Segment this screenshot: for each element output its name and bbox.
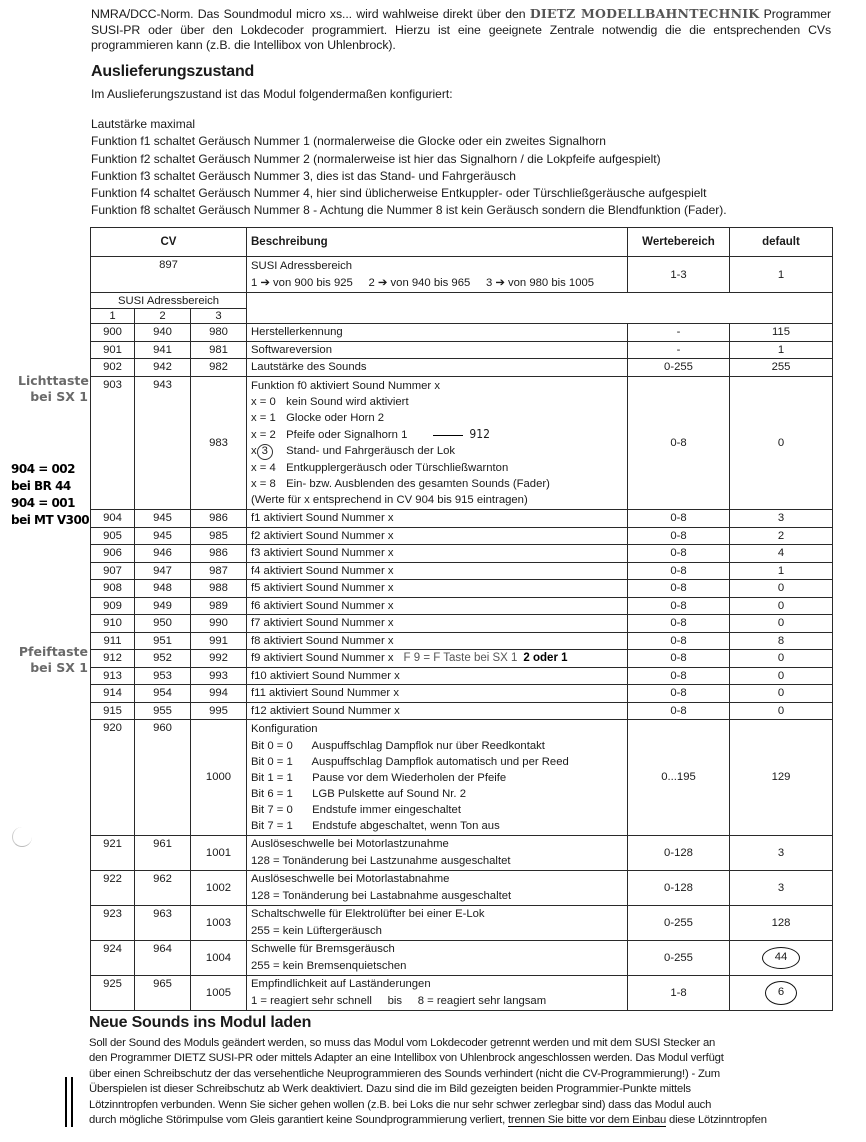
range: 0-8 — [628, 597, 730, 615]
x-key: x = 4 — [251, 462, 276, 474]
range: 0-128 — [628, 870, 730, 905]
bit-key: Bit 1 = 1 — [251, 771, 293, 784]
default-value: 1 — [730, 562, 833, 580]
brand-name: DIETZ MODELLBAHNTECHNIK — [529, 6, 760, 21]
description: f4 aktiviert Sound Nummer x — [247, 562, 628, 580]
x-key: x = 2 — [251, 429, 276, 441]
bit-value: Auspuffschlag Dampflok automatisch und per Reed — [311, 755, 569, 768]
table-row — [91, 324, 833, 342]
desc-line-2: 128 = Tonänderung bei Lastzunahme ausgeschaltet — [251, 854, 511, 867]
table-row — [91, 975, 833, 1010]
cv-c: 991 — [191, 632, 247, 650]
annotation-912: 912 — [469, 427, 490, 441]
paragraph-line: Soll der Sound des Moduls geändert werden, so muss das Modul vom Lokdecoder getrennt werden und mit dem SUSI Stecker an — [89, 1037, 716, 1049]
cv-a: 903 — [91, 376, 135, 510]
desc-line-1: Empfindlichkeit auf Laständerungen — [251, 978, 431, 990]
cv-a: 922 — [91, 870, 135, 905]
side-note-lichttaste — [18, 373, 88, 405]
side-note-line: 904 = 002 — [11, 462, 76, 476]
side-note-line: Lichttaste — [18, 373, 89, 388]
f9-annotation: F 9 = F Taste bei SX 1 — [403, 652, 518, 665]
bit-key: Bit 7 = 0 — [251, 803, 293, 816]
susi-col-1: 1 — [91, 309, 135, 324]
cv-a: 907 — [91, 562, 135, 580]
range: 0-8 — [628, 562, 730, 580]
cv-a: 901 — [91, 341, 135, 359]
side-note-line: Pfeiftaste — [18, 644, 88, 659]
range: 0-8 — [628, 580, 730, 598]
cv-b: 954 — [135, 685, 191, 703]
cv-b: 945 — [135, 510, 191, 528]
cv-a: 923 — [91, 905, 135, 940]
cv-a: 911 — [91, 632, 135, 650]
range: 0-8 — [628, 376, 730, 510]
default-value: 0 — [730, 685, 833, 703]
description — [247, 905, 628, 940]
default-value: 1 — [730, 341, 833, 359]
header-description: Beschreibung — [247, 228, 628, 257]
description: f10 aktiviert Sound Nummer x — [247, 667, 628, 685]
description: Lautstärke des Sounds — [247, 359, 628, 377]
bit-key: Bit 0 = 0 — [251, 739, 293, 752]
cv-c: 992 — [191, 650, 247, 668]
side-note-line: 904 = 001 — [11, 496, 76, 510]
description: f12 aktiviert Sound Nummer x — [247, 702, 628, 720]
range: 0-8 — [628, 545, 730, 563]
margin-bar — [65, 1077, 67, 1127]
table-row-912 — [91, 650, 833, 668]
table-row — [91, 359, 833, 377]
x-value: Glocke oder Horn 2 — [286, 412, 385, 424]
default-value: 0 — [730, 702, 833, 720]
cv-b: 941 — [135, 341, 191, 359]
paragraph-line — [89, 1113, 839, 1128]
susi-col-2: 2 — [135, 309, 191, 324]
table-row — [91, 940, 833, 975]
cv-c: 1003 — [191, 905, 247, 940]
cv-b: 949 — [135, 597, 191, 615]
range: 0...195 — [628, 720, 730, 836]
table-row — [91, 685, 833, 703]
x-key: x = 1 — [251, 412, 276, 424]
description: f6 aktiviert Sound Nummer x — [247, 597, 628, 615]
range: 0-8 — [628, 632, 730, 650]
cv-b: 948 — [135, 580, 191, 598]
cv-b: 943 — [135, 376, 191, 510]
desc-line-1: Auslöseschwelle bei Motorlastzunahme — [251, 838, 449, 850]
desc-903 — [247, 376, 628, 510]
table-row — [91, 632, 833, 650]
cv-c: 987 — [191, 562, 247, 580]
range: 0-8 — [628, 527, 730, 545]
side-note-br44 — [11, 461, 89, 529]
range: 0-128 — [628, 835, 730, 870]
default-value: 0 — [730, 615, 833, 633]
cv-b: 946 — [135, 545, 191, 563]
cv-c: 1005 — [191, 975, 247, 1010]
cv-a: 920 — [91, 720, 135, 836]
cv-b: 947 — [135, 562, 191, 580]
description: Softwareversion — [247, 341, 628, 359]
default-item: Funktion f8 schaltet Geräusch Nummer 8 - Achtung die Nummer 8 ist kein Geräusch sondern die Blendfunktion (Fader). — [91, 203, 727, 218]
range: 0-8 — [628, 685, 730, 703]
header-cv: CV — [91, 228, 247, 257]
cv-c: 983 — [191, 376, 247, 510]
description — [247, 870, 628, 905]
cv-c: 993 — [191, 667, 247, 685]
default-value: 0 — [730, 376, 833, 510]
section2-paragraph — [89, 1036, 839, 1128]
paragraph-line: Lötzinntropfen verbunden. Wenn Sie sicher gehen wollen (z.B. bei Loks die nur sehr schwer zerlegbar sind) dass das Modul auch — [89, 1098, 712, 1111]
default-config-list — [91, 116, 727, 220]
description: f11 aktiviert Sound Nummer x — [247, 685, 628, 703]
default-value: 8 — [730, 632, 833, 650]
cv-a: 925 — [91, 975, 135, 1010]
bit-key: Bit 6 = 1 — [251, 787, 293, 800]
cv-c: 1000 — [191, 720, 247, 836]
cv-a: 915 — [91, 702, 135, 720]
table-row — [91, 510, 833, 528]
cv-c: 988 — [191, 580, 247, 598]
description-text: f9 aktiviert Sound Nummer x — [251, 652, 394, 665]
description — [247, 835, 628, 870]
intro-text-before: NMRA/DCC-Norm. Das Soundmodul micro xs... wird wahlweise direkt über den — [91, 7, 530, 21]
susi-label: SUSI Adressbereich — [91, 293, 247, 309]
cv-c: 989 — [191, 597, 247, 615]
bit-value: Endstufe immer eingeschaltet — [312, 803, 461, 816]
susi-label-row — [91, 293, 833, 309]
default-value: 3 — [730, 510, 833, 528]
default-item: Lautstärke maximal — [91, 117, 196, 131]
cv-b: 951 — [135, 632, 191, 650]
default-item: Funktion f4 schaltet Geräusch Nummer 4, hier sind üblicherweise Entkuppler- oder Türschließgeräusche aufgespielt — [91, 186, 707, 201]
header-range: Wertebereich — [628, 228, 730, 257]
desc-footer: (Werte für x entsprechend in CV 904 bis 915 eintragen) — [251, 494, 528, 506]
cv-c: 980 — [191, 324, 247, 342]
cv-c: 985 — [191, 527, 247, 545]
cv-a: 912 — [91, 650, 135, 668]
desc-line-2: 255 = kein Bremsenquietschen — [251, 959, 407, 972]
x-value: Pfeife oder Signalhorn 1 — [286, 429, 408, 441]
range: - — [628, 324, 730, 342]
description: f8 aktiviert Sound Nummer x — [247, 632, 628, 650]
side-note-line: bei SX 1 — [30, 389, 88, 404]
desc-920 — [247, 720, 628, 836]
table-row — [91, 562, 833, 580]
x-value: Stand- und Fahrgeräusch der Lok — [286, 445, 456, 457]
cv-a: 900 — [91, 324, 135, 342]
cv-c: 982 — [191, 359, 247, 377]
table-row — [91, 527, 833, 545]
f9-annotation-2: 2 oder 1 — [523, 652, 568, 665]
margin-bar — [71, 1077, 73, 1127]
desc-line-2: 1 = reagiert sehr schnell bis 8 = reagiert sehr langsam — [251, 994, 547, 1007]
susi-col-3: 3 — [191, 309, 247, 324]
default-value: 4 — [730, 545, 833, 563]
handwritten-circle: 6 — [765, 981, 797, 1005]
range: 0-8 — [628, 650, 730, 668]
paragraph-line: den Programmer DIETZ SUSI-PR oder mittels Adapter an eine Intellibox von Uhlenbrock angeschlossen werden. Das Modul verfügt — [89, 1052, 724, 1065]
circled-value: 3 — [257, 444, 273, 460]
cv-c: 986 — [191, 545, 247, 563]
range: 0-255 — [628, 940, 730, 975]
default-value: 3 — [730, 835, 833, 870]
cv-b: 942 — [135, 359, 191, 377]
x-value: kein Sound wird aktiviert — [286, 396, 409, 408]
section-subtitle: Im Auslieferungszustand ist das Modul folgendermaßen konfiguriert: — [91, 87, 453, 101]
default-value-circled — [730, 940, 833, 975]
range: 0-8 — [628, 615, 730, 633]
paragraph-text: durch mögliche Störimpulse vom Gleis garantiert keine Soundprogrammierung verliert, — [89, 1114, 508, 1127]
bit-key: Bit 7 = 1 — [251, 819, 293, 832]
default-value: 255 — [730, 359, 833, 377]
section-title-auslieferungszustand: Auslieferungszustand — [91, 63, 255, 80]
bit-value: LGB Pulskette auf Sound Nr. 2 — [312, 787, 466, 800]
cv-a: 904 — [91, 510, 135, 528]
cv-c: 990 — [191, 615, 247, 633]
paragraph-line: Überspielen ist dieser Schreibschutz ab Werk deaktiviert. Dazu sind die im Bild gezeigten beiden Programmier-Punkte mittels — [89, 1083, 691, 1096]
table-row — [91, 905, 833, 940]
side-note-line: bei BR 44 — [11, 479, 71, 493]
cv-table — [90, 227, 833, 1011]
x-key-circled: x 3 — [251, 443, 283, 460]
cv-c: 994 — [191, 685, 247, 703]
cv-b: 945 — [135, 527, 191, 545]
bit-value: Pause vor dem Wiederholen der Pfeife — [312, 771, 507, 784]
default-value: 129 — [730, 720, 833, 836]
cv-b: 960 — [135, 720, 191, 836]
desc-line-2: 128 = Tonänderung bei Lastabnahme ausgeschaltet — [251, 889, 512, 902]
desc-line: 1 ➔ von 900 bis 925 2 ➔ von 940 bis 965 3 ➔ von 980 bis 1005 — [251, 276, 595, 289]
cv-a: 905 — [91, 527, 135, 545]
range: 0-8 — [628, 667, 730, 685]
default-item: Funktion f3 schaltet Geräusch Nummer 3, dies ist das Stand- und Fahrgeräusch — [91, 168, 516, 183]
intro-text-after: Programmer SUSI-PR oder über den Lokdecoder programmiert. Hierzu ist eine geeignete Zentrale notwendig die die entsprechenden CVs programmieren kann (z.B. die Intellibox von Uhlenbrock). — [91, 7, 831, 52]
description: f3 aktiviert Sound Nummer x — [247, 545, 628, 563]
default-value: 0 — [730, 580, 833, 598]
side-note-line: bei SX 1 — [30, 660, 88, 675]
paragraph-line: über einen Schreibschutz der das versehentliche Neuprogrammieren des Sounds verhindert (nicht die CV-Programmierung!) - Zum — [89, 1067, 720, 1080]
description: f1 aktiviert Sound Nummer x — [247, 510, 628, 528]
cv-b: 965 — [135, 975, 191, 1010]
desc-897 — [247, 257, 628, 293]
description — [247, 940, 628, 975]
cv-b: 955 — [135, 702, 191, 720]
cv-a: 914 — [91, 685, 135, 703]
cv-c: 1002 — [191, 870, 247, 905]
cv-c: 1001 — [191, 835, 247, 870]
paragraph-text: diese Lötzinntropfen — [666, 1114, 767, 1127]
range: 0-8 — [628, 510, 730, 528]
description: f5 aktiviert Sound Nummer x — [247, 580, 628, 598]
cv-a: 921 — [91, 835, 135, 870]
cv-b: 962 — [135, 870, 191, 905]
cv-c: 995 — [191, 702, 247, 720]
cv-b: 952 — [135, 650, 191, 668]
table-row — [91, 580, 833, 598]
cv-c: 986 — [191, 510, 247, 528]
cv-b: 961 — [135, 835, 191, 870]
default-item: Funktion f2 schaltet Geräusch Nummer 2 (normalerweise ist hier das Signalhorn / die Lokpfeife aufgespielt) — [91, 151, 661, 166]
table-row — [91, 870, 833, 905]
table-row — [91, 702, 833, 720]
cv-897: 897 — [91, 257, 247, 293]
cv-a: 906 — [91, 545, 135, 563]
desc-title: Funktion f0 aktiviert Sound Nummer x — [251, 379, 440, 392]
x-value: Entkupplergeräusch oder Türschließwarnton — [286, 462, 509, 474]
table-row-920 — [91, 720, 833, 836]
x-key: x = 8 — [251, 478, 276, 490]
table-row — [91, 835, 833, 870]
section-title-neue-sounds: Neue Sounds ins Modul laden — [89, 1014, 312, 1031]
cv-a: 913 — [91, 667, 135, 685]
range: 0-255 — [628, 905, 730, 940]
table-row-903 — [91, 376, 833, 510]
intro-paragraph — [91, 6, 831, 54]
range: 1-8 — [628, 975, 730, 1010]
x-value: Ein- bzw. Ausblenden des gesamten Sounds (Fader) — [286, 478, 550, 490]
side-note-line: bei MT V300 — [11, 513, 90, 527]
default-value: 3 — [730, 870, 833, 905]
annotation-line — [433, 435, 463, 436]
table-row — [91, 341, 833, 359]
cv-c: 981 — [191, 341, 247, 359]
cv-c: 1004 — [191, 940, 247, 975]
desc-line-2: 255 = kein Lüftergeräusch — [251, 924, 382, 937]
header-default: default — [730, 228, 833, 257]
description — [247, 975, 628, 1010]
default-item: Funktion f1 schaltet Geräusch Nummer 1 (normalerweise die Glocke oder ein zweites Signalhorn — [91, 134, 606, 149]
empty-cell — [247, 293, 833, 324]
scan-smudge — [12, 827, 32, 847]
cv-a: 910 — [91, 615, 135, 633]
desc-title: Konfiguration — [251, 723, 318, 735]
bit-value: Auspuffschlag Dampflok nur über Reedkontakt — [311, 739, 545, 752]
default-897: 1 — [730, 257, 833, 293]
side-note-pfeiftaste — [18, 644, 88, 676]
desc-line-1: Schwelle für Bremsgeräusch — [251, 943, 395, 955]
table-row — [91, 545, 833, 563]
range-897: 1-3 — [628, 257, 730, 293]
cv-a: 909 — [91, 597, 135, 615]
cv-a: 902 — [91, 359, 135, 377]
cv-a: 924 — [91, 940, 135, 975]
desc-line-1: Auslöseschwelle bei Motorlastabnahme — [251, 873, 450, 885]
x-key: x = 0 — [251, 396, 276, 408]
cv-b: 964 — [135, 940, 191, 975]
desc-title: SUSI Adressbereich — [251, 260, 353, 272]
range: 0-8 — [628, 702, 730, 720]
desc-line-1: Schaltschwelle für Elektrolüfter bei einer E-Lok — [251, 908, 485, 920]
underlined-text: trennen Sie bitte vor dem Einbau — [507, 1114, 667, 1127]
cv-b: 950 — [135, 615, 191, 633]
table-header-row — [91, 228, 833, 257]
bit-value: Endstufe abgeschaltet, wenn Ton aus — [312, 819, 500, 832]
description: f7 aktiviert Sound Nummer x — [247, 615, 628, 633]
default-value: 115 — [730, 324, 833, 342]
default-value: 0 — [730, 650, 833, 668]
cv-b: 963 — [135, 905, 191, 940]
default-value: 128 — [730, 905, 833, 940]
table-row — [91, 597, 833, 615]
description: f2 aktiviert Sound Nummer x — [247, 527, 628, 545]
bit-key: Bit 0 = 1 — [251, 755, 293, 768]
range: - — [628, 341, 730, 359]
description: Herstellerkennung — [247, 324, 628, 342]
handwritten-circle: 44 — [762, 947, 800, 969]
cv-b: 953 — [135, 667, 191, 685]
default-value: 0 — [730, 667, 833, 685]
default-value: 0 — [730, 597, 833, 615]
cv-a: 908 — [91, 580, 135, 598]
range: 0-255 — [628, 359, 730, 377]
default-value: 2 — [730, 527, 833, 545]
cv-b: 940 — [135, 324, 191, 342]
description — [247, 650, 628, 668]
default-value-circled — [730, 975, 833, 1010]
table-row-897 — [91, 257, 833, 293]
table-row — [91, 667, 833, 685]
table-row — [91, 615, 833, 633]
